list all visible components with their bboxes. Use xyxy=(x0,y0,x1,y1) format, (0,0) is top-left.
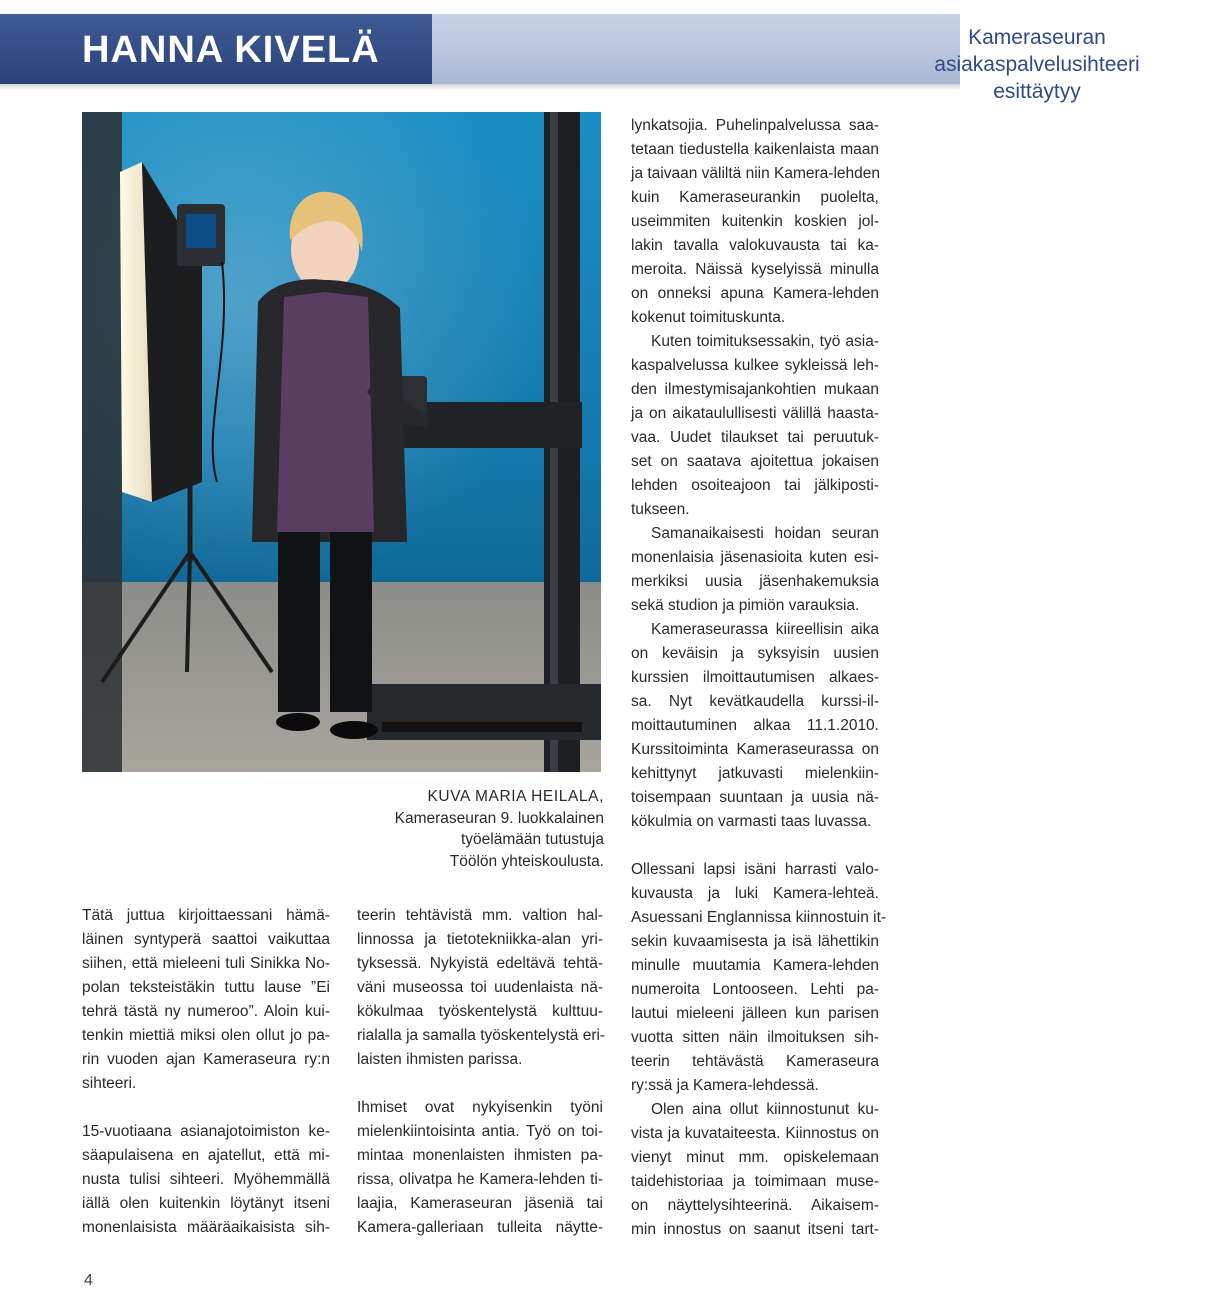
text-line: Kamera-galleriaan tulleita näytte- xyxy=(357,1219,603,1236)
text-line: kurssien ilmoittautumisen alkaes- xyxy=(631,669,879,686)
text-line: ja on aikataulullisesti välillä haasta- xyxy=(631,405,879,422)
text-line: den ilmestymisajankohtien mukaan xyxy=(631,381,879,398)
text-line: säapulaisena en ajatellut, että mi- xyxy=(82,1147,330,1164)
text-line: läinen syntyperä saattoi vaikuttaa xyxy=(82,931,330,948)
paragraph xyxy=(82,904,330,1096)
text-line: kökulmia on varmasti taas luvassa. xyxy=(631,813,872,830)
text-line: taidehistoriaa ja toimimaan muse- xyxy=(631,1173,879,1190)
text-line: Kameraseurassa kiireellisin aika xyxy=(651,621,879,638)
banner-left-panel xyxy=(0,14,432,84)
text-line: iällä olen kuitenkin löytänyt itseni xyxy=(82,1195,330,1212)
text-line: kehittynyt jatkuvasti mielenkiin- xyxy=(631,765,879,782)
text-line: kuvausta ja luki Kamera-lehteä. xyxy=(631,885,879,902)
text-line: mielenkiintoisinta antia. Työ on toi- xyxy=(357,1123,603,1140)
text-line: Samanaikaisesti hoidan seuran xyxy=(651,525,879,542)
text-line: sihteeri. xyxy=(82,1075,137,1092)
text-line: lakin tavalla valokuvausta tai ka- xyxy=(631,237,879,254)
text-line: vienyt minut mm. opiskelemaan xyxy=(631,1149,879,1166)
article-title: HANNA KIVELÄ xyxy=(82,29,380,71)
text-column-3 xyxy=(631,114,887,1242)
text-line: tetaan tiedustella kaikenlaista maan xyxy=(631,141,879,158)
text-line: monenlaisista määräaikaisista sih- xyxy=(82,1219,330,1236)
text-line: ry:ssä ja Kamera-lehdessä. xyxy=(631,1077,819,1094)
text-line: tenkin miettiä miksi olen ollut jo pa- xyxy=(82,1027,330,1044)
paragraph xyxy=(357,1096,603,1240)
paragraph xyxy=(631,858,887,1098)
text-line: sekä studion ja pimiön varauksia. xyxy=(631,597,860,614)
text-line: nusta tulisi sihteeri. Myöhemmällä xyxy=(82,1171,330,1188)
text-line: set on saatava ajoitettua jokaisen xyxy=(631,453,879,470)
text-line: kaspalvelussa kulkee sykleissä leh- xyxy=(631,357,879,374)
photo-credit: KUVA MARIA HEILALA, xyxy=(427,788,604,805)
text-line: moittautuminen alkaa 11.1.2010. xyxy=(631,717,879,734)
text-line: Olen aina ollut kiinnostunut ku- xyxy=(651,1101,879,1118)
banner-shadow xyxy=(0,84,960,90)
paragraph xyxy=(631,1098,879,1242)
text-line: polan teksteistäkin tuttu lause ”Ei xyxy=(82,979,330,996)
portrait-photo xyxy=(82,112,601,772)
text-line: Tätä juttua kirjoittaessani hämä- xyxy=(82,907,330,924)
paragraph xyxy=(631,330,879,522)
text-line: lehden osoiteajoon tai jälkiposti- xyxy=(631,477,879,494)
text-line: on näyttelysihteerinä. Aikaisem- xyxy=(631,1197,879,1214)
text-line: on onneksi apuna Kamera-lehden xyxy=(631,285,879,302)
text-line: linnossa ja tietotekniikka-alan yri- xyxy=(357,931,603,948)
text-line: kokenut toimituskunta. xyxy=(631,309,786,326)
text-line: sa. Nyt kevätkaudella kurssi-il- xyxy=(631,693,879,710)
text-line: on keväisin ja syksyisin uusien xyxy=(631,645,879,662)
text-line: Kurssitoiminta Kameraseurassa on xyxy=(631,741,879,758)
text-line: numeroita Lontooseen. Lehti pa- xyxy=(631,981,879,998)
text-line: kuin Kameraseurankin puolelta, xyxy=(631,189,879,206)
page-number: 4 xyxy=(84,1272,93,1289)
text-line: toisempaan suuntaan ja uusia nä- xyxy=(631,789,879,806)
text-line: lynkatsojia. Puhelinpalvelussa saa- xyxy=(631,117,879,134)
subtitle-line-2: esittäytyy xyxy=(993,80,1081,103)
text-line: rin vuoden ajan Kameraseura ry:n xyxy=(82,1051,330,1068)
text-line: siihen, että mieleeni tuli Sinikka No- xyxy=(82,955,330,972)
text-line: monenlaisia jäsenasioita kuten esi- xyxy=(631,549,879,566)
text-line: min innostus on saanut itseni tart- xyxy=(631,1221,879,1238)
text-line: vista ja kuvataiteesta. Kiinnostus on xyxy=(631,1125,879,1142)
caption-line-1: Kameraseuran 9. luokkalainen xyxy=(394,809,604,827)
header-banner xyxy=(0,14,1140,103)
text-line: vuotta sitten näin ilmoituksen sih- xyxy=(631,1029,879,1046)
text-line: minulle muutamia Kamera-lehden xyxy=(631,957,879,974)
paragraph-gap xyxy=(82,1096,330,1120)
caption-line-3: Töölön yhteiskoulusta. xyxy=(449,852,604,870)
text-line: väni museossa toi uudenlaista nä- xyxy=(357,979,603,996)
text-line: mintaa monenlaisten ihmisten pa- xyxy=(357,1147,603,1164)
caption-line-2: työelämään tutustuja xyxy=(460,831,604,848)
text-line: Kuten toimituksessakin, työ asia- xyxy=(651,333,879,350)
subtitle-line-1: Kameraseuran asiakaspalvelusihteeri xyxy=(934,26,1140,76)
text-line: vaa. Uudet tilaukset tai peruutuk- xyxy=(631,429,879,446)
photo-caption xyxy=(360,786,604,872)
text-line: Asuessani Englannissa kiinnostuin it- xyxy=(631,909,887,926)
paragraph xyxy=(631,114,879,330)
text-line: laisten ihmisten parissa. xyxy=(357,1051,523,1068)
text-line: teerin tehtävästä Kameraseura xyxy=(631,1053,879,1070)
text-line: rialalla ja samalla työskentelystä eri- xyxy=(357,1027,606,1044)
text-line: rissa, olivatpa he Kamera-lehden ti- xyxy=(357,1171,603,1188)
text-line: kökulmaa työskentelystä kulttuu- xyxy=(357,1003,603,1020)
text-line: 15-vuotiaana asianajotoimiston ke- xyxy=(82,1123,330,1140)
text-line: lautui mieleeni jälleen kun parisen xyxy=(631,1005,879,1022)
text-line: tehrä tästä ny numeroo”. Aloin kui- xyxy=(82,1003,330,1020)
banner-right-panel xyxy=(432,14,1140,103)
text-line: tukseen. xyxy=(631,501,690,518)
paragraph xyxy=(82,1120,330,1240)
text-line: laajia, Kameraseuran jäseniä tai xyxy=(357,1195,603,1212)
text-line: useimmiten kuitenkin koskien jol- xyxy=(631,213,879,230)
paragraph-gap xyxy=(631,834,879,858)
text-line: sekin kuvaamisesta ja isä lähettikin xyxy=(631,933,879,950)
paragraph xyxy=(631,522,879,618)
text-column-2 xyxy=(357,904,606,1240)
text-column-1 xyxy=(82,904,330,1240)
paragraph xyxy=(631,618,879,834)
text-line: tyksessä. Nykyistä edeltävä tehtä- xyxy=(357,955,603,972)
text-line: teerin tehtävistä mm. valtion hal- xyxy=(357,907,603,924)
text-line: Ihmiset ovat nykyisenkin työni xyxy=(357,1099,603,1116)
paragraph-gap xyxy=(357,1072,603,1096)
paragraph xyxy=(357,904,606,1072)
article-subtitle xyxy=(864,24,1210,105)
text-line: ja taivaan väliltä niin Kamera-lehden xyxy=(631,165,881,182)
text-line: merkiksi uusia jäsenhakemuksia xyxy=(631,573,879,590)
text-line: Ollessani lapsi isäni harrasti valo- xyxy=(631,861,879,878)
text-line: meroita. Näissä kyselyissä minulla xyxy=(631,261,879,278)
